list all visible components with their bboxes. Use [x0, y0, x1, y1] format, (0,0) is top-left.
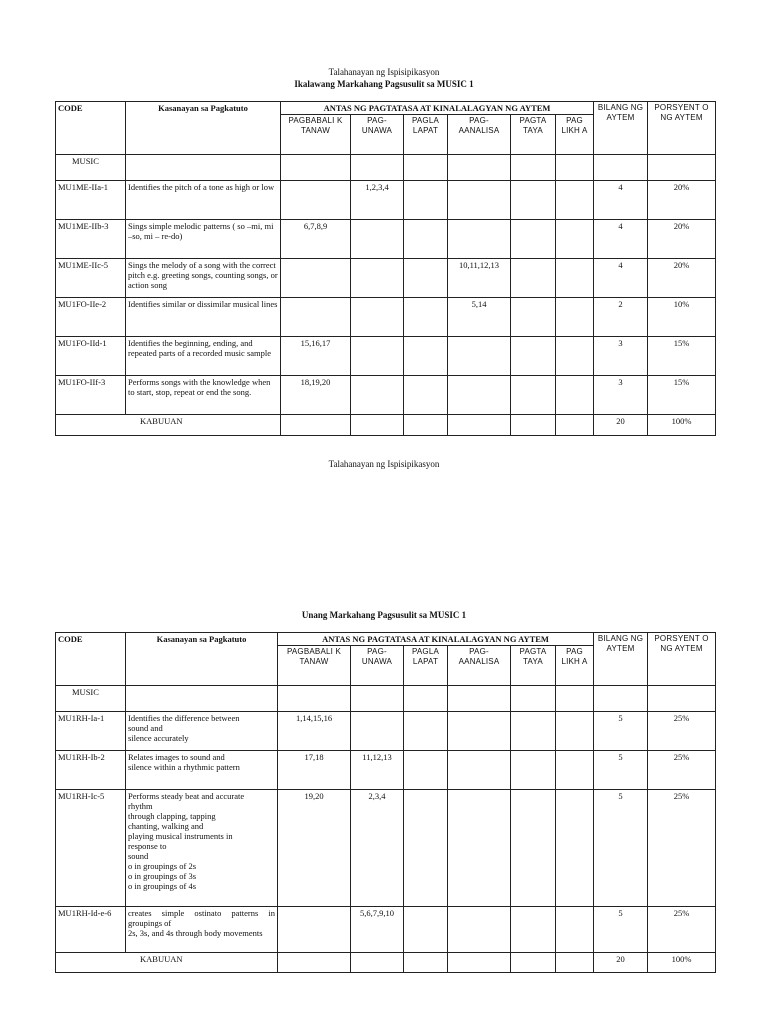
table-row [56, 751, 716, 790]
cell-porsyento: 20% [648, 259, 716, 298]
cell-pagtataya [511, 337, 556, 376]
header-antas: ANTAS NG PAGTATASA AT KINALALAGYAN NG AYTEM [281, 102, 594, 115]
cell-bilang: 5 [594, 751, 648, 790]
cell-paglalapat [404, 907, 448, 953]
cell-code: MU1FO-IId-1 [56, 337, 126, 376]
cell-paglalapat [404, 790, 448, 907]
header-paglikha: PAG LIKH A [556, 115, 594, 155]
cell-paglalapat [404, 376, 448, 415]
cell-paglalapat [404, 337, 448, 376]
header-pag-aanalisa: PAG- AANALISA [448, 646, 511, 686]
cell-pagtataya [511, 298, 556, 337]
cell-porsyento: 25% [648, 751, 716, 790]
cell-bilang: 2 [594, 298, 648, 337]
cell-pag-aanalisa: 5,14 [448, 298, 511, 337]
spec-table-first-quarter [55, 632, 716, 973]
total-label: KABUUAN [56, 953, 278, 973]
cell-pagtataya [511, 181, 556, 220]
cell-skill: Identifies similar or dissimilar musical lines [126, 298, 281, 337]
cell-skill: Sings the melody of a song with the correct pitch e.g. greeting songs, counting songs, or action song [126, 259, 281, 298]
header-code: CODE [56, 633, 126, 686]
cell-paglalapat [404, 751, 448, 790]
cell-pag-aanalisa [448, 907, 511, 953]
table-row [56, 259, 716, 298]
cell-porsyento: 25% [648, 790, 716, 907]
cell-pagtataya [511, 220, 556, 259]
table-row [56, 337, 716, 376]
cell-pagbabalik: 1,14,15,16 [278, 712, 351, 751]
cell-code: MU1ME-IIc-5 [56, 259, 126, 298]
cell-paglalapat [404, 712, 448, 751]
cell-bilang: 4 [594, 220, 648, 259]
total-bilang: 20 [594, 415, 648, 436]
cell-skill: Identifies the difference between sound and silence accurately [126, 712, 278, 751]
cell-pag-aanalisa [448, 790, 511, 907]
cell-pag-aanalisa [448, 220, 511, 259]
header-porsyento: PORSYENT O NG AYTEM [648, 633, 716, 686]
header-pag-unawa: PAG- UNAWA [351, 115, 404, 155]
cell-pag-unawa [351, 376, 404, 415]
cell-pag-aanalisa [448, 751, 511, 790]
total-bilang: 20 [594, 953, 648, 973]
cell-pag-unawa: 1,2,3,4 [351, 181, 404, 220]
cell-bilang: 3 [594, 337, 648, 376]
cell-code: MU1ME-IIb-3 [56, 220, 126, 259]
table-row [56, 907, 716, 953]
cell-pagtataya [511, 751, 556, 790]
header-pagtataya: PAGTA TAYA [511, 646, 556, 686]
header-pagtataya: PAGTA TAYA [511, 115, 556, 155]
cell-paglikha [556, 712, 594, 751]
cell-pag-aanalisa [448, 181, 511, 220]
cell-bilang: 5 [594, 790, 648, 907]
cell-pag-aanalisa: 10,11,12,13 [448, 259, 511, 298]
cell-bilang: 5 [594, 712, 648, 751]
cell-paglikha [556, 181, 594, 220]
cell-pag-aanalisa [448, 376, 511, 415]
cell-pag-aanalisa [448, 712, 511, 751]
header-paglalapat: PAGLA LAPAT [404, 646, 448, 686]
cell-pag-unawa: 11,12,13 [351, 751, 404, 790]
cell-code: MU1ME-IIa-1 [56, 181, 126, 220]
section-mid-subtitle: Talahanayan ng Ispisipikasyon [328, 459, 440, 469]
header-bilang: BILANG NG AYTEM [594, 102, 648, 155]
cell-pagtataya [511, 376, 556, 415]
header-antas: ANTAS NG PAGTATASA AT KINALALAGYAN NG AYTEM [278, 633, 594, 646]
cell-paglikha [556, 337, 594, 376]
header-skill: Kasanayan sa Pagkatuto [126, 102, 281, 155]
cell-pagtataya [511, 790, 556, 907]
cell-pagbabalik: 15,16,17 [281, 337, 351, 376]
cell-paglikha [556, 259, 594, 298]
cell-pagtataya [511, 907, 556, 953]
cell-skill: Identifies the beginning, ending, and repeated parts of a recorded music sample [126, 337, 281, 376]
header-pagbabalik: PAGBABALI K TANAW [278, 646, 351, 686]
cell-code: MU1FO-IIe-2 [56, 298, 126, 337]
header-pagbabalik: PAGBABALI K TANAW [281, 115, 351, 155]
cell-pagbabalik: 17,18 [278, 751, 351, 790]
cell-skill: Sings simple melodic patterns ( so –mi, mi –so, mi – re-do) [126, 220, 281, 259]
table-row [56, 712, 716, 751]
cell-paglikha [556, 376, 594, 415]
cell-pag-unawa [351, 712, 404, 751]
cell-pagbabalik: 19,20 [278, 790, 351, 907]
header-pag-aanalisa: PAG- AANALISA [448, 115, 511, 155]
table-row [56, 181, 716, 220]
cell-paglikha [556, 907, 594, 953]
total-label: KABUUAN [56, 415, 281, 436]
cell-pag-unawa [351, 259, 404, 298]
cell-bilang: 3 [594, 376, 648, 415]
header-paglikha: PAG LIKH A [556, 646, 594, 686]
cell-paglikha [556, 751, 594, 790]
cell-pagbabalik [281, 181, 351, 220]
spec-table-second-quarter [55, 101, 716, 436]
cell-porsyento: 15% [648, 376, 716, 415]
cell-skill: Performs songs with the knowledge when to start, stop, repeat or end the song. [126, 376, 281, 415]
section2-title: Unang Markahang Pagsusulit sa MUSIC 1 [301, 610, 467, 620]
header-bilang: BILANG NG AYTEM [594, 633, 648, 686]
cell-pag-aanalisa [448, 337, 511, 376]
header-pag-unawa: PAG- UNAWA [351, 646, 404, 686]
cell-bilang: 4 [594, 181, 648, 220]
table-row [56, 376, 716, 415]
cell-pag-unawa [351, 298, 404, 337]
cell-bilang: 5 [594, 907, 648, 953]
cell-paglalapat [404, 181, 448, 220]
cell-pagbabalik [281, 298, 351, 337]
cell-code: MU1RH-Ib-2 [56, 751, 126, 790]
cell-code: MU1RH-Ia-1 [56, 712, 126, 751]
cell-pag-unawa: 5,6,7,9,10 [351, 907, 404, 953]
section1-subtitle: Talahanayan ng Ispisipikasyon [328, 67, 440, 77]
cell-pag-unawa: 2,3,4 [351, 790, 404, 907]
cell-paglikha [556, 790, 594, 907]
music-label: MUSIC [56, 686, 126, 712]
cell-pagtataya [511, 712, 556, 751]
section1-title: Ikalawang Markahang Pagsusulit sa MUSIC 1 [294, 79, 474, 89]
cell-paglalapat [404, 259, 448, 298]
cell-skill: creates simple ostinato patterns in groupings of 2s, 3s, and 4s through body movements [126, 907, 278, 953]
header-paglalapat: PAGLA LAPAT [404, 115, 448, 155]
header-porsyento: PORSYENT O NG AYTEM [648, 102, 716, 155]
total-porsyento: 100% [648, 953, 716, 973]
table-row [56, 298, 716, 337]
cell-porsyento: 25% [648, 712, 716, 751]
cell-paglalapat [404, 220, 448, 259]
cell-porsyento: 15% [648, 337, 716, 376]
cell-pag-unawa [351, 337, 404, 376]
header-skill: Kasanayan sa Pagkatuto [126, 633, 278, 686]
cell-skill: Performs steady beat and accurate rhythm through clapping, tapping chanting, walking and playing musical instruments in response to sound o in groupings of 2s o in groupings of 3s o in groupings of 4s [126, 790, 278, 907]
table-row [56, 790, 716, 907]
cell-pagbabalik [281, 259, 351, 298]
cell-paglalapat [404, 298, 448, 337]
music-label: MUSIC [56, 155, 126, 181]
cell-code: MU1RH-Ic-5 [56, 790, 126, 907]
cell-pagbabalik: 6,7,8,9 [281, 220, 351, 259]
cell-code: MU1RH-Id-e-6 [56, 907, 126, 953]
total-porsyento: 100% [648, 415, 716, 436]
cell-paglikha [556, 298, 594, 337]
table-row [56, 220, 716, 259]
cell-skill: Identifies the pitch of a tone as high or low [126, 181, 281, 220]
cell-paglikha [556, 220, 594, 259]
cell-pagbabalik [278, 907, 351, 953]
cell-skill: Relates images to sound and silence within a rhythmic pattern [126, 751, 278, 790]
header-code: CODE [56, 102, 126, 155]
cell-porsyento: 10% [648, 298, 716, 337]
cell-porsyento: 20% [648, 181, 716, 220]
cell-code: MU1FO-IIf-3 [56, 376, 126, 415]
cell-pagtataya [511, 259, 556, 298]
cell-porsyento: 20% [648, 220, 716, 259]
cell-bilang: 4 [594, 259, 648, 298]
cell-porsyento: 25% [648, 907, 716, 953]
cell-pag-unawa [351, 220, 404, 259]
cell-pagbabalik: 18,19,20 [281, 376, 351, 415]
